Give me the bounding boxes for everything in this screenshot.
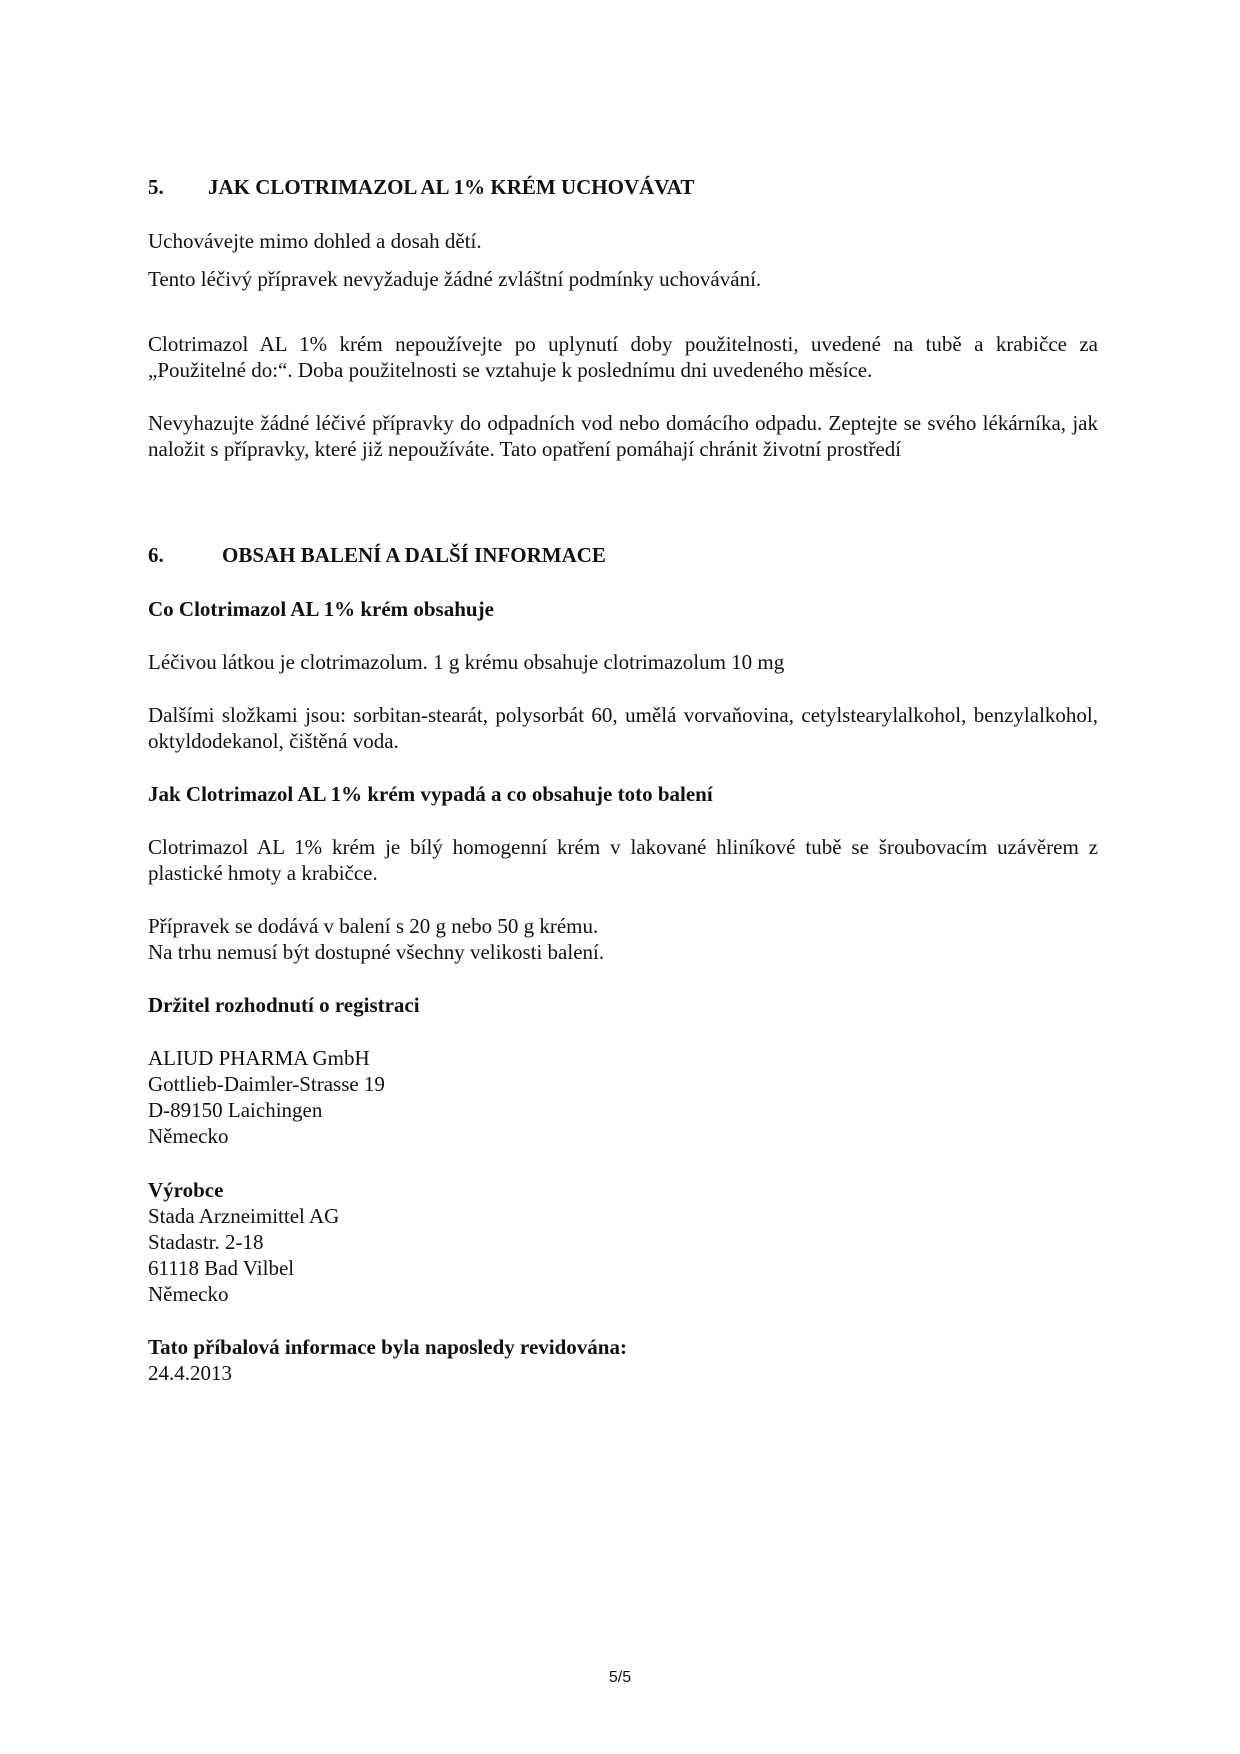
holder-address [148, 1045, 1098, 1149]
manufacturer-line-country: Německo [148, 1282, 229, 1306]
expiry-paragraph: Clotrimazol AL 1% krém nepoužívejte po uplynutí doby použitelnosti, uvedené na tubě a krabičce za „Použitelné do:“. Doba použitelnosti se vztahuje k poslednímu dni uvedeného měsíce. [148, 332, 1098, 382]
revision-heading: Tato příbalová informace byla naposledy revidována: [148, 1335, 627, 1359]
holder-line-country: Německo [148, 1124, 229, 1148]
storage-paragraph-1: Uchovávejte mimo dohled a dosah dětí. [148, 229, 482, 253]
revision-date: 24.4.2013 [148, 1361, 232, 1385]
manufacturer-block [148, 1177, 1098, 1307]
holder-line-name: ALIUD PHARMA GmbH [148, 1046, 370, 1070]
section-5-heading [148, 174, 1098, 200]
appearance-heading: Jak Clotrimazol AL 1% krém vypadá a co obsahuje toto balení [148, 782, 713, 806]
section-5-title: JAK CLOTRIMAZOL AL 1% KRÉM UCHOVÁVAT [208, 175, 695, 199]
revision-block [148, 1334, 1098, 1386]
pack-sizes-line: Přípravek se dodává v balení s 20 g nebo 50 g krému. [148, 914, 599, 938]
manufacturer-heading: Výrobce [148, 1178, 224, 1202]
manufacturer-line-name: Stada Arzneimittel AG [148, 1204, 340, 1228]
section-6-title: OBSAH BALENÍ A DALŠÍ INFORMACE [222, 543, 606, 567]
section-5-number: 5. [148, 175, 164, 199]
section-6-number: 6. [148, 543, 164, 567]
section-6-heading [148, 542, 1098, 568]
pack-sizes-block [148, 913, 1098, 965]
page-number: 5/5 [608, 1669, 632, 1686]
holder-line-city: D-89150 Laichingen [148, 1098, 323, 1122]
pack-note-line: Na trhu nemusí být dostupné všechny velikosti balení. [148, 940, 605, 964]
manufacturer-line-street: Stadastr. 2-18 [148, 1230, 264, 1254]
holder-line-street: Gottlieb-Daimler-Strasse 19 [148, 1072, 385, 1096]
storage-paragraph-2: Tento léčivý přípravek nevyžaduje žádné zvláštní podmínky uchovávání. [148, 267, 762, 291]
excipients-paragraph: Dalšími složkami jsou: sorbitan-stearát, polysorbát 60, umělá vorvaňovina, cetylstearylalkohol, benzylalkohol, oktyldodekanol, čištěná voda. [148, 703, 1098, 753]
appearance-paragraph: Clotrimazol AL 1% krém je bílý homogenní krém v lakované hliníkové tubě se šroubovacím uzávěrem z plastické hmoty a krabičce. [148, 835, 1098, 885]
disposal-paragraph: Nevyhazujte žádné léčivé přípravky do odpadních vod nebo domácího odpadu. Zeptejte se svého lékárníka, jak naložit s přípravky, které již nepoužíváte. Tato opatření pomáhají chránit životní prostředí [148, 411, 1098, 461]
holder-heading: Držitel rozhodnutí o registraci [148, 993, 420, 1017]
manufacturer-line-city: 61118 Bad Vilbel [148, 1256, 295, 1280]
contents-heading: Co Clotrimazol AL 1% krém obsahuje [148, 597, 494, 621]
active-substance-paragraph: Léčivou látkou je clotrimazolum. 1 g krému obsahuje clotrimazolum 10 mg [148, 650, 785, 674]
